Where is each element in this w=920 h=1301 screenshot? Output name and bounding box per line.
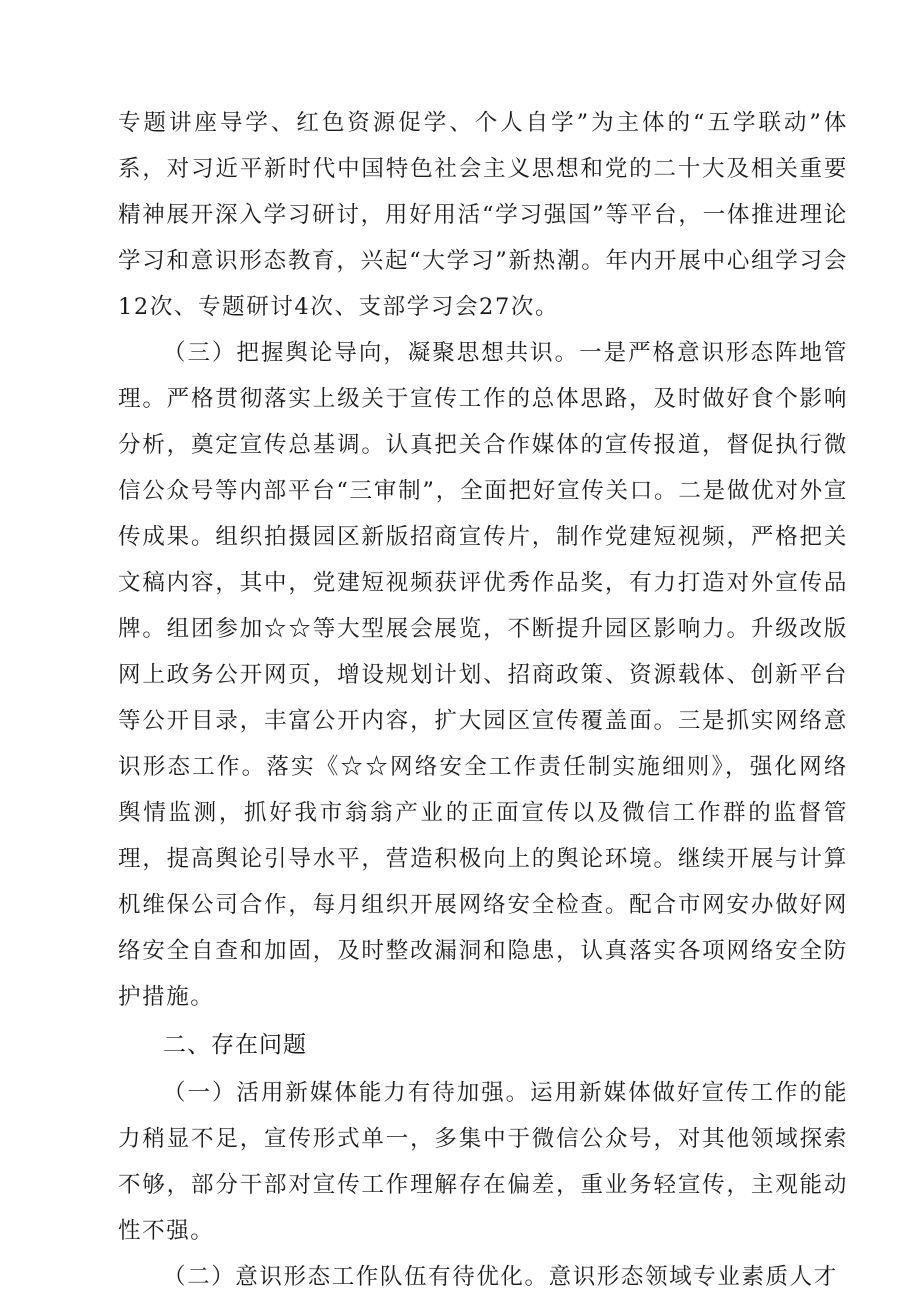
paragraph-new-media: （一）活用新媒体能力有待加强。运用新媒体做好宣传工作的能力稍显不足，宣传形式单一，多集中于微信公众号，对其他领域探索不够，部分干部对宣传工作理解存在偏差，重业务轻宣传，主观能动性不强。	[118, 1080, 848, 1244]
section-heading-existing-problems: 二、存在问题	[163, 1032, 307, 1058]
paragraph-study-system: 专题讲座导学、红色资源促学、个人自学”为主体的“五学联动”体系，对习近平新时代中国特色社会主义思想和党的二十大及相关重要精神展开深入学习研讨，用好用活“学习强国”等平台，一体推进理论学习和意识形态教育，兴起“大学习”新热潮。年内开展中心组学习会12次、专题研讨4次、支部学习会27次。	[118, 110, 848, 320]
paragraph-ideology-team: （二）意识形态工作队伍有待优化。意识形态领域专业素质人才	[163, 1264, 838, 1290]
paragraph-public-opinion: （三）把握舆论导向，凝聚思想共识。一是严格意识形态阵地管理。严格贯彻落实上级关于宣传工作的总体思路，及时做好食个影响分析，奠定宣传总基调。认真把关合作媒体的宣传报道，督促执行微信公众号等内部平台“三审制”，全面把好宣传关口。二是做优对外宣传成果。组织拍摄园区新版招商宣传片，制作党建短视频，严格把关文稿内容，其中，党建短视频获评优秀作品奖，有力打造对外宣传品牌。组团参加☆☆等大型展会展览，不断提升园区影响力。升级改版网上政务公开网页，增设规划计划、招商政策、资源载体、创新平台等公开目录，丰富公开内容，扩大园区宣传覆盖面。三是抓实网络意识形态工作。落实《☆☆网络安全工作责任制实施细则》，强化网络舆情监测，抓好我市翁翁产业的正面宣传以及微信工作群的监督管理，提高舆论引导水平，营造积极向上的舆论环境。继续开展与计算机维保公司合作，每月组织开展网络安全检查。配合市网安办做好网络安全自查和加固，及时整改漏洞和隐患，认真落实各项网络安全防护措施。	[118, 340, 848, 1010]
document-body	[118, 100, 848, 1300]
